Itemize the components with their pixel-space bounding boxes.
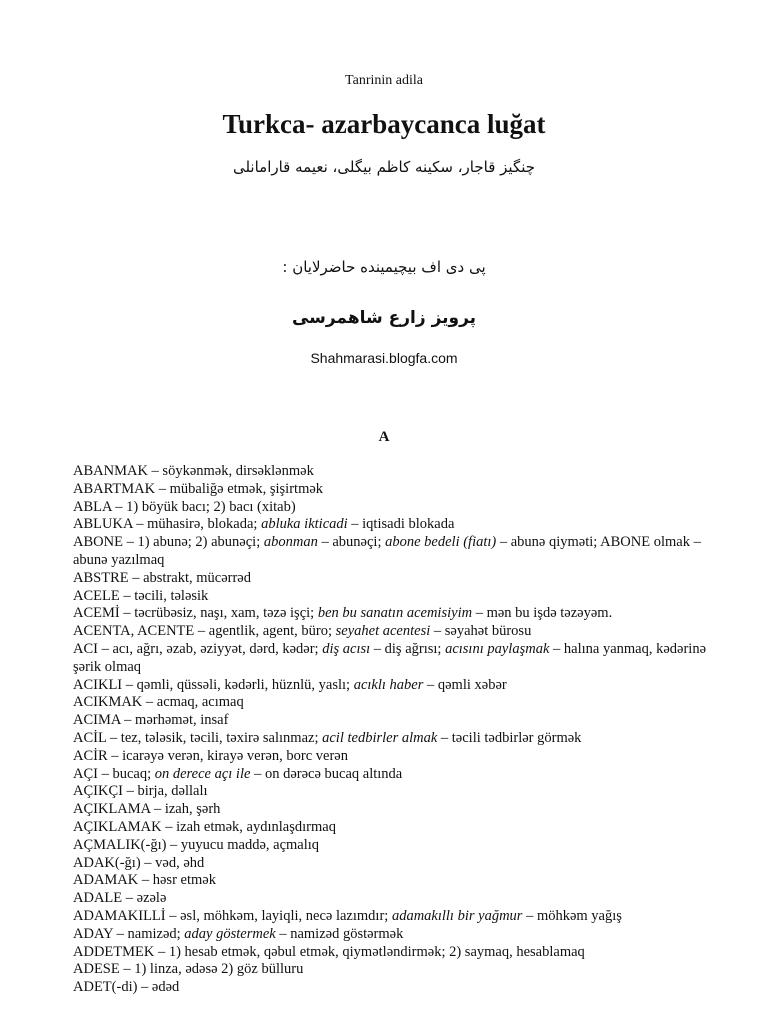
dictionary-entry [73, 961, 723, 979]
entry-text: – abunəçi; [317, 534, 386, 551]
entry-text: – möhkəm yağış [522, 907, 622, 924]
entry-text: AÇIKLAMA – izah, şərh [73, 801, 221, 818]
entry-text: – təcili tədbirlər görmək [437, 729, 582, 746]
dictionary-entry [73, 819, 723, 837]
dictionary-entry [73, 516, 723, 534]
entry-text: ADAY – namizəd; [73, 925, 185, 942]
dictionary-entry [73, 570, 723, 588]
dictionary-entry [73, 855, 723, 873]
entry-text: ABLA – 1) böyük bacı; 2) bacı (xitab) [73, 498, 296, 515]
entry-example: abone bedeli (fiatı) [385, 534, 497, 551]
entry-text: ADAMAKILLİ – əsl, möhkəm, layiqli, necə lazımdır; [73, 907, 392, 924]
dictionary-entry [73, 872, 723, 890]
entry-text: ADAMAK – həsr etmək [73, 872, 216, 889]
dictionary-entry [73, 944, 723, 962]
dictionary-entry [73, 677, 723, 695]
dictionary-entry [73, 481, 723, 499]
dictionary-entry [73, 730, 723, 748]
entry-text: ABLUKA – mühasirə, blokada; [73, 516, 262, 533]
entry-text: ACELE – təcili, tələsik [73, 587, 209, 604]
dictionary-entry [73, 605, 723, 623]
entry-text: AÇI – bucaq; [73, 765, 155, 782]
entry-text: ACIMA – mərhəmət, insaf [73, 712, 229, 729]
dictionary-entry [73, 588, 723, 606]
dictionary-entry [73, 837, 723, 855]
entry-text: ADDETMEK – 1) hesab etmək, qəbul etmək, qiymətləndirmək; 2) saymaq, hesablamaq [73, 943, 585, 960]
authors-line: چنگیز قاجار، سکینه کاظم بیگلی، نعیمه قارامانلی [232, 158, 536, 176]
dictionary-entry [73, 623, 723, 641]
entry-text: ADAK(-ğı) – vəd, əhd [73, 854, 205, 871]
entry-example: on derece açı ile [154, 765, 251, 782]
entry-text: – mən bu işdə təzəyəm. [472, 605, 613, 622]
entry-text: – abunə qiyməti; ABONE olmak – abunə yazılmaq [73, 534, 701, 568]
entry-text: ACENTA, ACENTE – agentlik, agent, büro; [73, 623, 336, 640]
entry-example: acıklı haber [353, 676, 424, 693]
entry-text: AÇIKLAMAK – izah etmək, aydınlaşdırmaq [73, 818, 336, 835]
dictionary-entry [73, 908, 723, 926]
entry-text: ADALE – əzələ [73, 890, 167, 907]
dictionary-entry [73, 534, 723, 570]
entry-text: – diş ağrısı; [370, 640, 446, 657]
dictionary-entry [73, 748, 723, 766]
entry-example: abonman [263, 534, 318, 551]
dictionary-entry [73, 463, 723, 481]
entry-example: ben bu sanatın acemisiyim [317, 605, 473, 622]
entry-text: ABARTMAK – mübaliğə etmək, şişirtmək [73, 480, 324, 497]
entry-example: adamakıllı bir yağmur [391, 907, 523, 924]
entry-example: acil tedbirler almak [322, 729, 438, 746]
entry-text: ABONE – 1) abunə; 2) abunəçi; [73, 534, 264, 551]
entry-text: AÇMALIK(-ğı) – yuyucu maddə, açmalıq [73, 836, 320, 853]
entry-text: ACIKMAK – acmaq, acımaq [73, 694, 244, 711]
dictionary-entries [73, 463, 723, 997]
dictionary-entry [73, 499, 723, 517]
entry-text: ABSTRE – abstrakt, mücərrəd [73, 569, 251, 586]
entry-text: – namizəd göstərmək [275, 925, 404, 942]
entry-example: aday göstermek [184, 925, 276, 942]
dictionary-entry [73, 801, 723, 819]
preparer-name: پرویز زارع شاهمرسی [291, 308, 477, 328]
entry-text: ADET(-di) – ədəd [73, 979, 180, 996]
entry-text: ACIKLI – qəmli, qüssəli, kədərli, hüznlü, yaslı; [73, 676, 354, 693]
entry-example: abluka ikticadi [261, 516, 348, 533]
dictionary-entry [73, 926, 723, 944]
entry-example: acısını paylaşmak [445, 640, 550, 657]
dictionary-entry [73, 694, 723, 712]
dictionary-entry [73, 979, 723, 997]
dictionary-entry [73, 766, 723, 784]
prepared-by-label: پی دی اف بیچیمینده حاضرلایان : [282, 258, 486, 276]
dictionary-entry [73, 890, 723, 908]
entry-text: – halına yanmaq, kədərinə şərik olmaq [73, 640, 707, 675]
entry-text: ACİL – tez, tələsik, təcili, təxirə salınmaz; [73, 729, 323, 746]
entry-example: seyahet acentesi [335, 623, 431, 640]
entry-text: – səyahət bürosu [430, 623, 532, 640]
entry-text: ACİR – icarəyə verən, kirayə verən, borc verən [73, 747, 348, 764]
dictionary-entry [73, 712, 723, 730]
section-letter: A [378, 429, 390, 445]
entry-text: – on dərəcə bucaq altında [250, 765, 403, 782]
invocation-line: Tanrinin adila [345, 73, 423, 88]
entry-text: ACEMİ – təcrübəsiz, naşı, xam, təzə işçi; [73, 605, 318, 622]
entry-text: – iqtisadi blokada [347, 516, 455, 533]
entry-text: – qəmli xəbər [423, 676, 507, 693]
entry-text: ABANMAK – söykənmək, dirsəklənmək [73, 463, 314, 479]
website-link[interactable]: Shahmarasi.blogfa.com [310, 350, 458, 366]
dictionary-entry [73, 783, 723, 801]
entry-text: ADESE – 1) linza, ədəsə 2) göz bülluru [73, 961, 304, 978]
entry-example: diş acısı [322, 640, 371, 657]
entry-text: AÇIKÇI – birja, dəllalı [73, 783, 208, 800]
dictionary-entry [73, 641, 723, 677]
entry-text: ACI – acı, ağrı, əzab, əziyyət, dərd, kədər; [73, 640, 323, 657]
document-title: Turkca- azarbaycanca luğat [222, 109, 546, 139]
